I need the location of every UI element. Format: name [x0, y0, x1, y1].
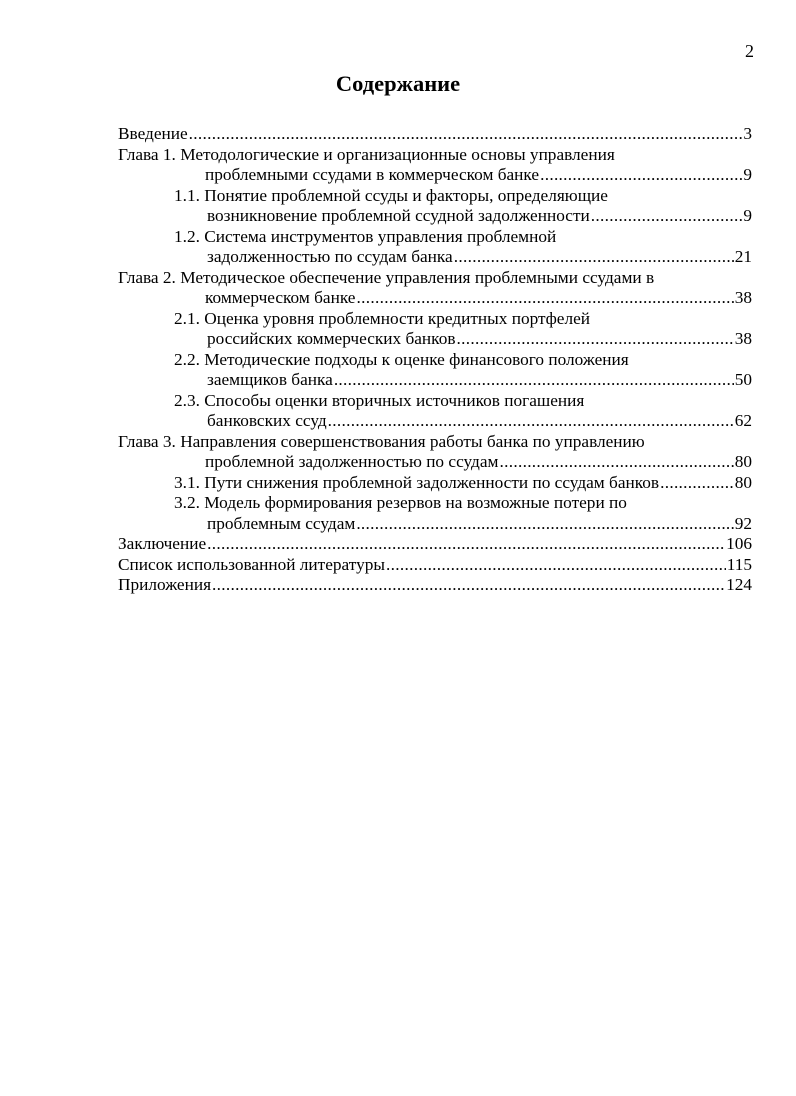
dot-leader [212, 575, 725, 596]
toc-entry-page: 21 [734, 247, 752, 266]
page-number: 2 [745, 41, 754, 61]
dot-leader [540, 165, 742, 186]
toc-entry-title-line: Глава 1. Методологические и организационные основы управления [118, 144, 615, 164]
toc-entry-title-line: Список использованной литературы [118, 554, 385, 574]
toc-entry-title-line: проблемными ссудами в коммерческом банке [205, 165, 540, 184]
toc-entry-page: 80 [734, 472, 752, 492]
toc-entry [118, 493, 752, 534]
toc-entry-page: 9 [743, 206, 752, 225]
toc-entry-title-line: 2.2. Методические подходы к оценке финансового положения [174, 349, 629, 369]
toc-entry [118, 227, 752, 268]
toc-entry-title-line: банковских ссуд [207, 411, 327, 430]
dot-leader [356, 514, 733, 535]
toc-entry-title-line: проблемной задолженностью по ссудам [205, 452, 499, 471]
toc-entry-title-line: 1.1. Понятие проблемной ссуды и факторы, определяющие [174, 185, 608, 205]
toc-entry-page: 3 [743, 124, 752, 143]
toc-entry-page: 38 [734, 329, 752, 348]
toc-entry-title-line: заемщиков банка [207, 370, 333, 389]
toc-entry-title-line: Введение [118, 124, 188, 143]
dot-leader [328, 411, 734, 432]
dot-leader [189, 124, 743, 145]
toc-entry-title-line: проблемным ссудам [207, 513, 356, 533]
toc-entry-page: 38 [734, 288, 752, 307]
toc-entry-page: 80 [734, 452, 752, 471]
toc-entry [118, 534, 752, 555]
toc-entry [118, 391, 752, 432]
toc-entry-page: 106 [726, 534, 752, 553]
toc-entry-title-line: Приложения [118, 575, 212, 594]
toc-entry-page: 124 [726, 575, 752, 594]
dot-leader [207, 534, 725, 555]
page-title: Содержание [335, 71, 461, 96]
toc-entry [118, 124, 752, 145]
dot-leader [454, 247, 734, 268]
toc-entry [118, 473, 752, 494]
toc-entry-title-line: 1.2. Система инструментов управления проблемной [174, 226, 557, 246]
toc-entry-title-line: Глава 2. Методическое обеспечение управления проблемными ссудами в [118, 267, 655, 287]
toc-entry-title-line: Глава 3. Направления совершенствования работы банка по управлению [118, 431, 645, 451]
dot-leader [457, 329, 734, 350]
toc-entry-title-line: возникновение проблемной ссудной задолженности [207, 206, 590, 225]
toc-entry-title-line: 3.2. Модель формирования резервов на возможные потери по [174, 493, 627, 512]
toc-entry-title-line: задолженностью по ссудам банка [207, 247, 453, 266]
toc-entry [118, 432, 752, 473]
toc-entry-title-line: Заключение [118, 534, 207, 553]
toc-entry [118, 575, 752, 596]
toc-entry-title-line: 2.1. Оценка уровня проблемности кредитных портфелей [174, 308, 590, 328]
dot-leader [386, 555, 726, 576]
dot-leader [499, 452, 733, 473]
toc-entry-page: 62 [734, 411, 752, 430]
toc-entry-title-line: 3.1. Пути снижения проблемной задолженности по ссудам банков [174, 472, 660, 492]
toc-entry-title-line: 2.3. Способы оценки вторичных источников погашения [174, 390, 585, 410]
dot-leader [660, 473, 734, 494]
toc-entry-title-line: коммерческом банке [205, 288, 356, 307]
toc-entry [118, 268, 752, 309]
toc-entry-page: 115 [726, 554, 752, 574]
toc-entry [118, 309, 752, 350]
toc-entry [118, 555, 752, 576]
dot-leader [591, 206, 743, 227]
toc-entry [118, 145, 752, 186]
table-of-contents [118, 124, 752, 596]
toc-entry-title-line: российских коммерческих банков [207, 329, 456, 348]
dot-leader [356, 288, 733, 309]
toc-entry-page: 9 [743, 165, 752, 184]
toc-entry-page: 50 [734, 370, 752, 389]
toc-entry [118, 186, 752, 227]
dot-leader [334, 370, 734, 391]
toc-entry-page: 92 [734, 513, 752, 533]
toc-entry [118, 350, 752, 391]
